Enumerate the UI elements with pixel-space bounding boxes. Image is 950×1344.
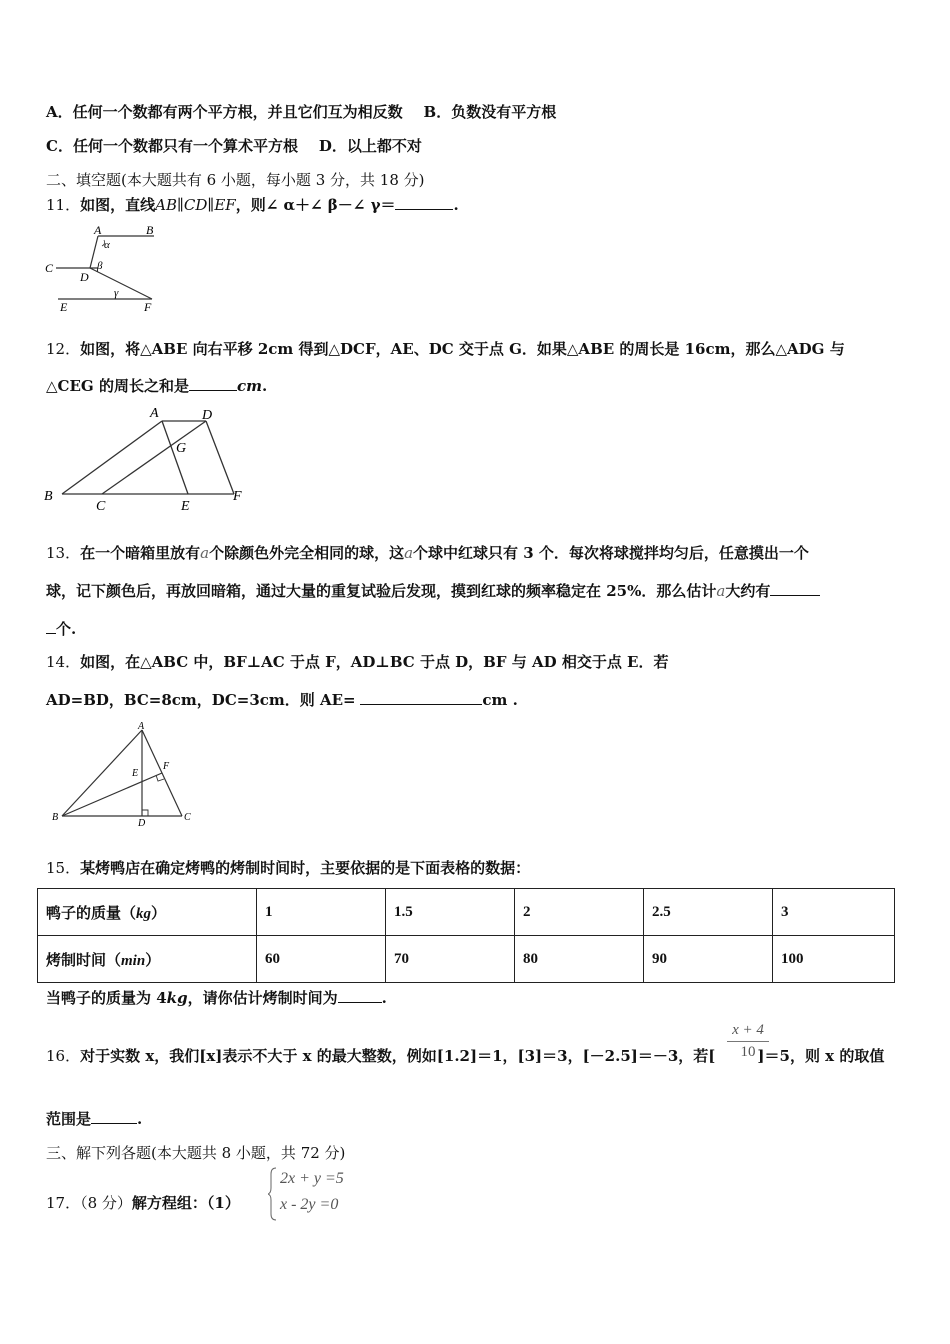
q16-number: 16． [46,1047,81,1065]
q12-line-1 [46,339,845,359]
q12-end: . [261,377,268,395]
q13-text-2a: 球，记下颜色后，再放回暗箱，通过大量的重复试验后发现，摸到红球的频率稳定在 25%．那么估计 [46,582,717,600]
q16-end: . [137,1110,143,1128]
q10-option-b: B．负数没有平方根 [423,103,557,121]
q14-text-2a: AD=BD，BC=8cm，DC=3cm．则 AE= [46,691,356,709]
q13-text-1c: 个球中红球只有 3 个．每次将球搅拌均匀后，任意摸出一个 [413,544,809,562]
q17-score: （8 分） [80,1194,132,1212]
q14-label-b: B [52,812,59,823]
q14-text-1: 如图，在△ABC 中，BF⊥AC 于点 F，AD⊥BC 于点 D，BF 与 AD 相交于点 E．若 [80,653,669,671]
q14-answer-blank[interactable] [360,704,482,705]
q13-number: 13． [46,544,81,562]
q15-after-b: ，请你估计烤制时间为 [187,989,338,1007]
q10-option-a-b [46,102,556,122]
q12-label-b: B [44,489,53,504]
q13-text-2b: 大约有 [725,582,771,600]
table-head-time: 烤制时间（min） [38,936,257,983]
q16-text-1: 对于实数 x，我们[x]表示不大于 x 的最大整数，例如[1.2]＝1，[3]＝3，[－2.5]＝－3，若[ [80,1047,716,1065]
q12-label-g: G [176,441,187,456]
q11-label-d: D [80,270,89,284]
q13-line-1 [46,543,809,563]
q17-line [46,1193,240,1213]
q14-label-d: D [138,818,146,829]
q15-end: . [381,989,387,1007]
q15-answer-blank[interactable] [338,1002,382,1003]
q14-figure [44,718,204,832]
q17-number: 17． [46,1194,81,1212]
q13-text-3: 个. [56,620,77,638]
q13-answer-blank-cont [46,633,56,634]
q11-label-c: C [45,261,54,275]
q15-intro [46,858,530,878]
q12-text-1: 如图，将△ABE 向右平移 2cm 得到△DCF，AE、DC 交于点 G．如果△ABE 的周长是 16cm，那么△ADG 与 [80,340,845,358]
q17-system [280,1166,344,1218]
q16-text-2: ]＝5，则 x 的取值 [757,1047,885,1065]
q13-line-3 [46,619,76,639]
q11-label-f: F [144,300,152,314]
q15-number: 15． [46,859,81,877]
table-cell: 80 [515,936,644,983]
q10-option-a: A．任何一个数都有两个平方根，并且它们互为相反数 [46,103,403,121]
q12-text-2: △CEG 的周长之和是 [46,377,189,395]
q16-line-2 [46,1109,142,1129]
q11-figure [40,222,170,314]
q14-label-f: F [163,761,170,772]
q12-number: 12． [46,340,81,358]
q12-figure [40,402,250,514]
q17-text: 解方程组：（1） [131,1194,240,1212]
q15-after-unit: kg [166,989,188,1007]
q12-label-f: F [233,489,242,504]
q12-label-a: A [150,406,159,421]
q10-option-d: D．以上都不对 [318,137,422,155]
q11-label-b: B [146,223,154,237]
q12-unit: cm [236,377,262,395]
q16-line-1 [46,1046,884,1066]
q11-text [46,195,459,215]
q13-answer-blank[interactable] [770,595,820,596]
q17-brace [268,1166,278,1222]
q17-equation-1: 2x + y =5 [280,1170,344,1187]
q17-equation-2: x - 2y =0 [280,1196,339,1213]
table-row [38,936,895,983]
table-cell: 2.5 [644,889,773,936]
section-2-heading: 二、填空题(本大题共有 6 小题，每小题 3 分，共 18 分) [46,171,425,189]
q14-label-c: C [184,812,191,823]
q11-label-gamma: γ [114,287,119,299]
q10-option-c-d [46,136,422,156]
q15-after [46,988,387,1008]
q14-label-e: E [132,768,139,779]
q13-text-1a: 在一个暗箱里放有 [80,544,201,562]
q11-label-a: A [94,223,102,237]
q16-frac-numerator: x + 4 [732,1022,764,1038]
q11-label-beta: β [97,260,103,272]
q11-text-2: ，则∠ α＋∠ β－∠ γ＝ [235,196,396,214]
table-cell: 3 [773,889,895,936]
q12-label-e: E [181,499,190,514]
table-row [38,889,895,936]
q15-after-a: 当鸭子的质量为 4 [46,989,167,1007]
q11-end: . [453,196,459,214]
q12-line-2 [46,376,267,396]
q13-var-2: a [404,544,414,562]
table-cell: 90 [644,936,773,983]
q10-option-c: C．任何一个数都只有一个算术平方根 [46,137,298,155]
q14-line-2 [46,690,518,710]
table-cell: 100 [773,936,895,983]
q14-label-a: A [138,721,145,732]
q12-answer-blank[interactable] [189,390,237,391]
q11-lines: AB∥CD∥EF [155,196,236,214]
q15-intro-text: 某烤鸭店在确定烤鸭的烤制时间时，主要依据的是下面表格的数据： [80,859,531,877]
table-cell: 60 [257,936,386,983]
q13-var-1: a [200,544,210,562]
section-3-heading: 三、解下列各题(本大题共 8 小题，共 72 分) [46,1144,346,1162]
q13-var-3: a [716,582,726,600]
q12-label-d: D [202,408,213,423]
q16-text-3: 范围是 [46,1110,92,1128]
q13-text-1b: 个除颜色外完全相同的球，这 [209,544,405,562]
table-cell: 1.5 [386,889,515,936]
q14-line-1 [46,652,668,672]
table-cell: 1 [257,889,386,936]
q11-label-alpha: α [104,239,110,251]
table-cell: 70 [386,936,515,983]
q11-answer-blank[interactable] [395,209,453,210]
table-head-mass: 鸭子的质量（kg） [38,889,257,936]
q16-answer-blank[interactable] [91,1123,137,1124]
q15-table [37,888,895,983]
q11-text-1: 如图，直线 [80,196,156,214]
table-cell: 2 [515,889,644,936]
q13-line-2 [46,581,820,601]
q16-frac-denominator: 10 [740,1044,756,1060]
q14-number: 14． [46,653,81,671]
q11-label-e: E [60,300,68,314]
q14-text-2b: cm . [482,691,518,709]
q12-label-c: C [96,499,106,514]
q11-number: 11． [46,196,81,214]
